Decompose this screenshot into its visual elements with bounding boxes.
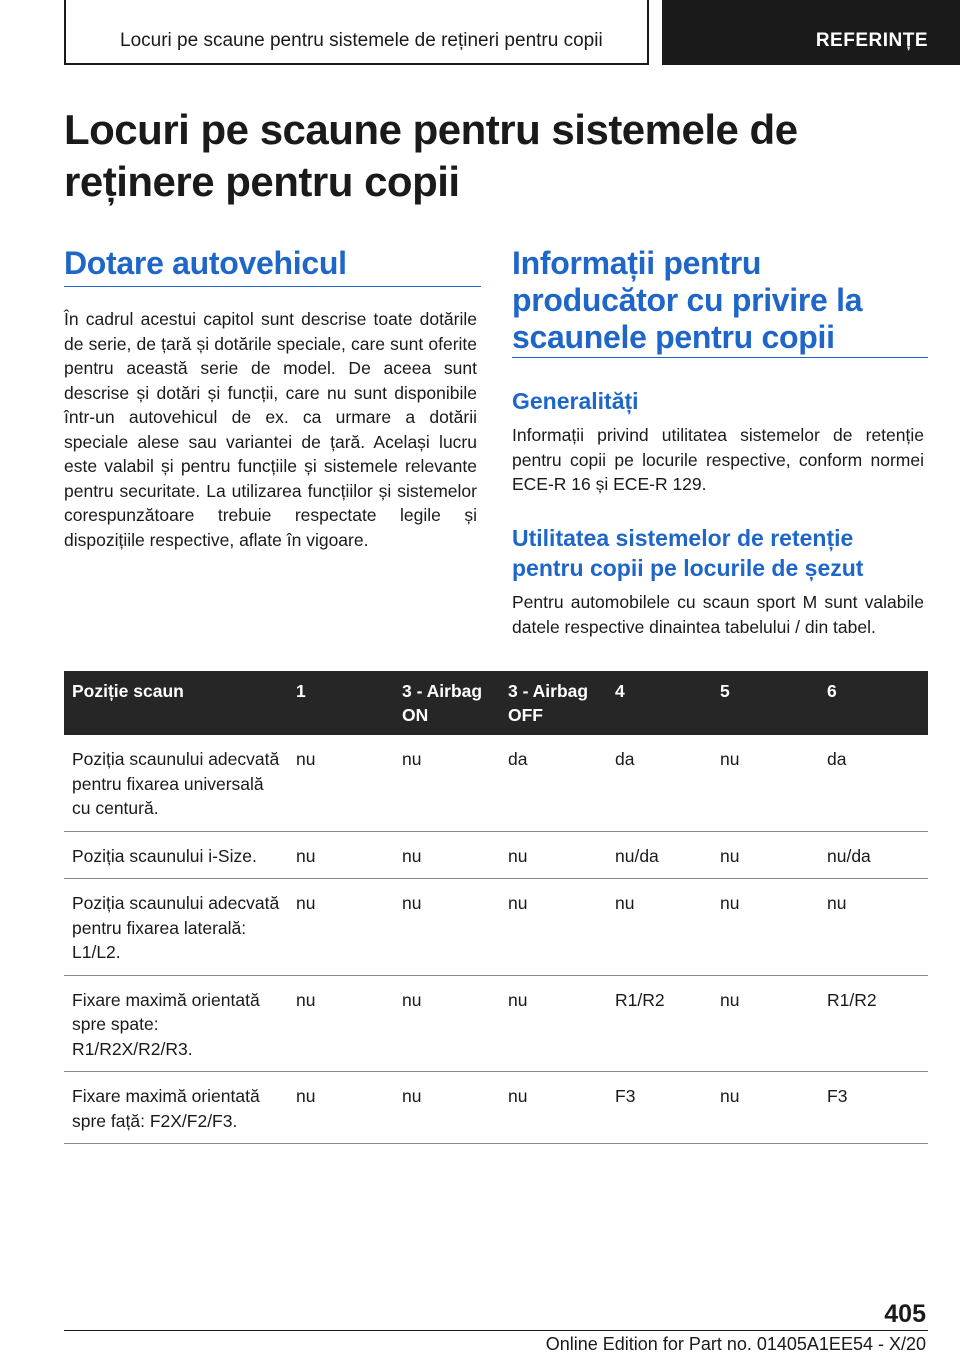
page-number: 405 — [884, 1300, 926, 1328]
heading-utilitatea: Utilitatea sistemelor de retenție pentru copii pe locurile de șezut — [512, 525, 864, 581]
header-chapter-tab[interactable] — [662, 0, 960, 65]
table-cell: F3 — [819, 1072, 928, 1144]
heading-generalitati: Generalități — [512, 388, 639, 414]
table-cell: nu — [394, 831, 500, 879]
table-cell: nu — [500, 975, 607, 1072]
table-cell: nu — [712, 831, 819, 879]
header-chapter-label: REFERINȚE — [815, 30, 928, 51]
table-cell: nu — [394, 1072, 500, 1144]
table-row — [64, 735, 928, 831]
table-header-cell: Poziție scaun — [64, 671, 288, 735]
table-cell: nu/da — [607, 831, 712, 879]
paragraph-dotare: În cadrul acestui capitol sunt descrise toate dotările de serie, de țară și dotările speciale, care sunt oferite pentru această serie de model. De aceea sunt descrise și dotări și funcții, care nu sunt disponibile într-un autovehicul de ex. ca urmare a dotării speciale alese sau variantei de țară. Același lucru este valabil și pentru funcțiile și sistemele relevante pentru securitate. La utilizarea funcțiilor și sistemelor corespunzătoare trebuie respectate legile și dispozițiile respective, aflate în vigoare. — [64, 309, 477, 550]
child-seat-table — [64, 671, 928, 1144]
heading-dotare-autovehicul: Dotare autovehicul — [64, 245, 347, 281]
table-cell: nu/da — [819, 831, 928, 879]
table-header-cell: 3 - Airbag ON — [394, 671, 500, 735]
table-cell: nu — [394, 879, 500, 976]
table-row — [64, 1072, 928, 1144]
table-cell: da — [607, 735, 712, 831]
table-cell: da — [819, 735, 928, 831]
table-cell: Poziția scaunului i-Size. — [64, 831, 288, 879]
table-cell: nu — [288, 879, 394, 976]
table-header-cell: 1 — [288, 671, 394, 735]
table-cell: Fixare maximă orientată spre față: F2X/F2/F3. — [64, 1072, 288, 1144]
table-cell: nu — [288, 975, 394, 1072]
header-section-title: Locuri pe scaune pentru sistemele de rețineri pentru copii — [120, 30, 603, 51]
table-cell: nu — [712, 975, 819, 1072]
table-row — [64, 879, 928, 976]
table-cell: nu — [607, 879, 712, 976]
paragraph-generalitati: Informații privind utilitatea sistemelor de retenție pentru copii pe locurile respective, conform normei ECE-R 16 și ECE-R 129. — [512, 425, 924, 494]
heading-rule — [512, 357, 928, 358]
table-header-cell: 4 — [607, 671, 712, 735]
table-cell: Poziția scaunului adecvată pentru fixarea laterală: L1/L2. — [64, 879, 288, 976]
table-cell: nu — [712, 1072, 819, 1144]
table-cell: Poziția scaunului adecvată pentru fixarea universală cu centură. — [64, 735, 288, 831]
table-header-cell: 5 — [712, 671, 819, 735]
heading-rule — [64, 286, 481, 287]
table-cell: nu — [288, 735, 394, 831]
table-header-row — [64, 671, 928, 735]
table-cell: R1/R2 — [819, 975, 928, 1072]
table-cell: Fixare maximă orientată spre spate: R1/R2X/R2/R3. — [64, 975, 288, 1072]
table-row — [64, 975, 928, 1072]
table-cell: nu — [500, 1072, 607, 1144]
paragraph-utilitatea: Pentru automobilele cu scaun sport M sunt valabile datele respective dinaintea tabelului / din tabel. — [512, 592, 924, 637]
table-header-cell: 6 — [819, 671, 928, 735]
heading-informatii-producator: Informații pentru producător cu privire la scaunele pentru copii — [512, 245, 863, 355]
footer-rule — [64, 1330, 928, 1331]
table-header-cell: 3 - Airbag OFF — [500, 671, 607, 735]
table-cell: nu — [500, 879, 607, 976]
table-cell: nu — [394, 735, 500, 831]
table-cell: nu — [394, 975, 500, 1072]
table-cell: nu — [819, 879, 928, 976]
table-cell: nu — [500, 831, 607, 879]
page-title: Locuri pe scaune pentru sistemele de reținere pentru copii — [64, 106, 798, 205]
table-cell: F3 — [607, 1072, 712, 1144]
table-cell: R1/R2 — [607, 975, 712, 1072]
table-cell: nu — [288, 831, 394, 879]
table-row — [64, 831, 928, 879]
table-cell: da — [500, 735, 607, 831]
table-cell: nu — [288, 1072, 394, 1144]
table-cell: nu — [712, 735, 819, 831]
footer-edition: Online Edition for Part no. 01405A1EE54 - X/20 — [545, 1334, 926, 1354]
table-cell: nu — [712, 879, 819, 976]
